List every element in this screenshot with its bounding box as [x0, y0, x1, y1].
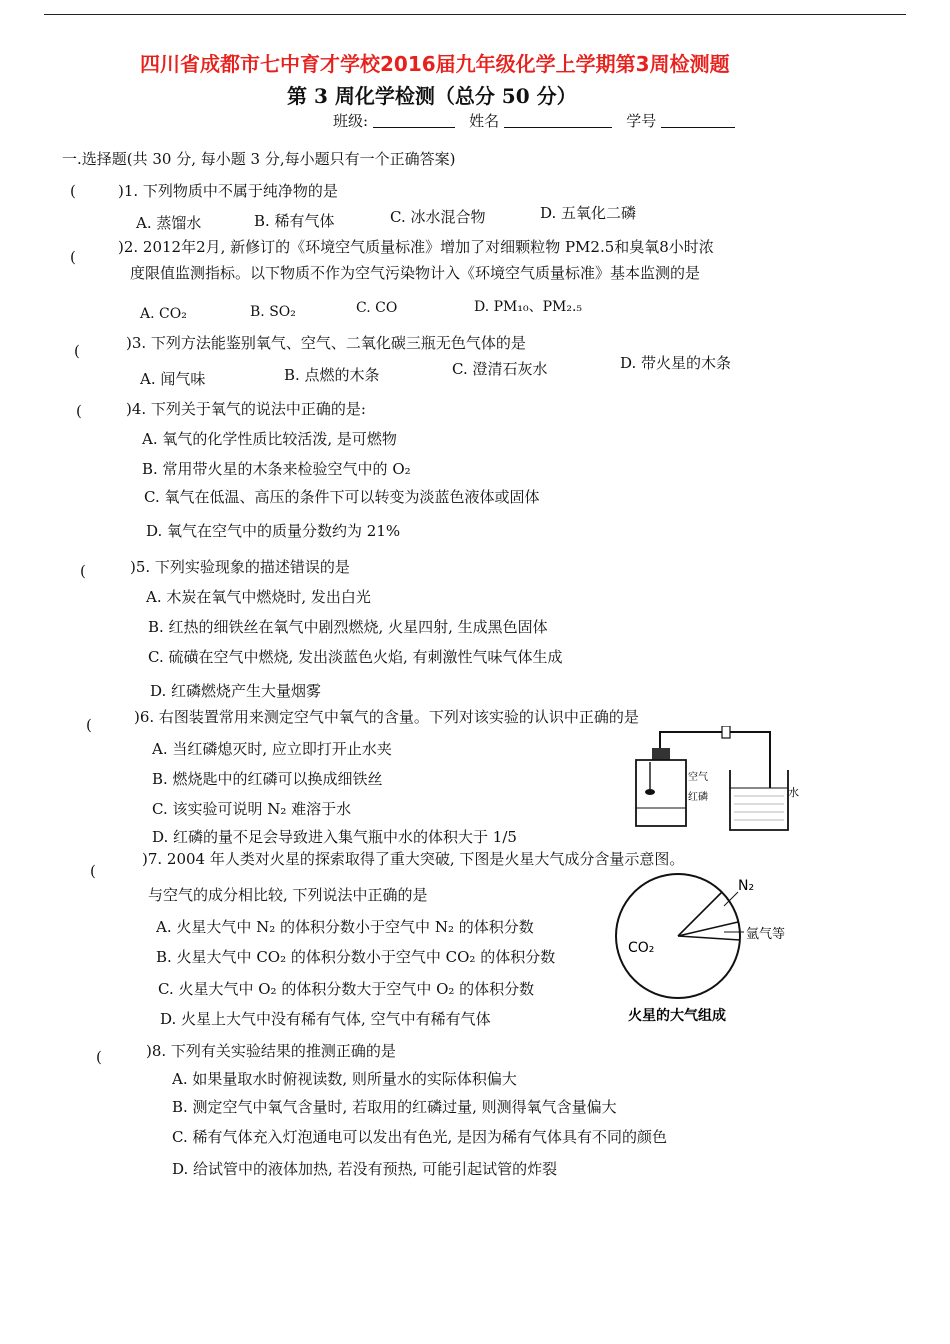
- q4-option-d: D. 氧气在空气中的质量分数约为 21%: [146, 522, 401, 540]
- student-info-line: [333, 110, 735, 131]
- phosphorus-label: 红磷: [688, 792, 708, 803]
- n2-slice-edge: [678, 892, 722, 936]
- q3-option-c: C. 澄清石灰水: [452, 360, 548, 378]
- water-clamp: [722, 726, 730, 738]
- document-source-title: 四川省成都市七中育才学校2016届九年级化学上学期第3周检测题: [140, 52, 730, 76]
- q2-option-d: D. PM₁₀、PM₂.₅: [474, 299, 583, 315]
- q5-option-d: D. 红磷燃烧产生大量烟雾: [150, 682, 322, 700]
- q8-option-b: B. 测定空气中氧气含量时, 若取用的红磷过量, 则测得氧气含量偏大: [172, 1098, 617, 1116]
- class-blank[interactable]: [373, 113, 455, 128]
- name-blank[interactable]: [504, 113, 612, 128]
- q2-option-a: A. CO₂: [140, 306, 187, 322]
- q5-option-c: C. 硫磺在空气中燃烧, 发出淡蓝色火焰, 有刺激性气味气体生成: [148, 648, 563, 666]
- co2-slice-edge: [678, 936, 740, 940]
- air-label: 空气: [688, 772, 708, 783]
- spoon-bowl: [645, 789, 655, 795]
- question-7-stem-cont: 与空气的成分相比较, 下列说法中正确的是: [148, 886, 428, 904]
- question-6-stem: )6. 右图装置常用来测定空气中氧气的含量。下列对该实验的认识中正确的是: [134, 708, 639, 726]
- answer-paren[interactable]: (: [80, 562, 86, 580]
- q8-option-a: A. 如果量取水时俯视读数, 则所量水的实际体积偏大: [172, 1070, 517, 1088]
- question-2-stem-cont: 度限值监测指标。以下物质不作为空气污染物计入《环境空气质量标准》基本监测的是: [130, 264, 701, 282]
- answer-paren[interactable]: (: [70, 182, 76, 200]
- question-7-stem: )7. 2004 年人类对火星的探索取得了重大突破, 下图是火星大气成分含量示意图。: [142, 850, 685, 868]
- q1-option-b: B. 稀有气体: [254, 212, 335, 230]
- q2-option-b: B. SO₂: [250, 304, 296, 320]
- water-label: 水: [788, 786, 799, 799]
- question-4-stem: )4. 下列关于氧气的说法中正确的是:: [126, 400, 366, 418]
- q8-option-c: C. 稀有气体充入灯泡通电可以发出有色光, 是因为稀有气体具有不同的颜色: [172, 1128, 668, 1146]
- q4-option-b: B. 常用带火星的木条来检验空气中的 O₂: [142, 460, 411, 478]
- q5-option-a: A. 木炭在氧气中燃烧时, 发出白光: [146, 588, 371, 606]
- number-label: 学号: [626, 112, 657, 130]
- question-3-stem: )3. 下列方法能鉴别氧气、空气、二氧化碳三瓶无色气体的是: [126, 334, 526, 352]
- question-1-stem: )1. 下列物质中不属于纯净物的是: [118, 182, 338, 200]
- q7-option-b: B. 火星大气中 CO₂ 的体积分数小于空气中 CO₂ 的体积分数: [156, 948, 556, 966]
- top-rule: [44, 14, 906, 15]
- argon-label: 氩气等: [746, 927, 786, 942]
- q6-option-a: A. 当红磷熄灭时, 应立即打开止水夹: [152, 740, 392, 758]
- q6-option-c: C. 该实验可说明 N₂ 难溶于水: [152, 800, 352, 818]
- answer-paren[interactable]: (: [86, 716, 92, 734]
- q3-option-b: B. 点燃的木条: [284, 366, 380, 384]
- answer-paren[interactable]: (: [70, 248, 76, 266]
- q1-option-a: A. 蒸馏水: [136, 214, 202, 232]
- pie-caption: 火星的大气组成: [628, 1008, 726, 1024]
- q3-option-d: D. 带火星的木条: [620, 354, 732, 372]
- q6-option-d: D. 红磷的量不足会导致进入集气瓶中水的体积大于 1/5: [152, 828, 517, 846]
- n2-label: N₂: [738, 878, 755, 894]
- gas-bottle: [636, 760, 686, 826]
- question-2-stem: )2. 2012年2月, 新修订的《环境空气质量标准》增加了对细颗粒物 PM2.5和臭氧8小时浓: [118, 238, 714, 256]
- stopper: [652, 748, 670, 760]
- q4-option-a: A. 氧气的化学性质比较活泼, 是可燃物: [142, 430, 397, 448]
- class-label: 班级:: [333, 112, 369, 130]
- q7-option-d: D. 火星上大气中没有稀有气体, 空气中有稀有气体: [160, 1010, 491, 1028]
- q3-option-a: A. 闻气味: [140, 370, 206, 388]
- mars-atmosphere-pie-chart: [606, 870, 806, 1028]
- q1-option-c: C. 冰水混合物: [390, 208, 486, 226]
- question-5-stem: )5. 下列实验现象的描述错误的是: [130, 558, 350, 576]
- name-label: 姓名: [469, 112, 500, 130]
- answer-paren[interactable]: (: [76, 402, 82, 420]
- oxygen-measurement-apparatus-diagram: [620, 726, 800, 834]
- q6-option-b: B. 燃烧匙中的红磷可以换成细铁丝: [152, 770, 383, 788]
- question-8-stem: )8. 下列有关实验结果的推测正确的是: [146, 1042, 396, 1060]
- q4-option-c: C. 氧气在低温、高压的条件下可以转变为淡蓝色液体或固体: [144, 488, 540, 506]
- answer-paren[interactable]: (: [90, 862, 96, 880]
- number-blank[interactable]: [661, 113, 735, 128]
- answer-paren[interactable]: (: [74, 342, 80, 360]
- q8-option-d: D. 给试管中的液体加热, 若没有预热, 可能引起试管的炸裂: [172, 1160, 558, 1178]
- answer-paren[interactable]: (: [96, 1048, 102, 1066]
- ar-slice-edge: [678, 922, 738, 936]
- q2-option-c: C. CO: [356, 300, 398, 316]
- page-title: 第 3 周化学检测（总分 50 分）: [287, 84, 577, 108]
- section-title: 一.选择题(共 30 分, 每小题 3 分,每小题只有一个正确答案): [62, 150, 456, 168]
- q5-option-b: B. 红热的细铁丝在氧气中剧烈燃烧, 火星四射, 生成黑色固体: [148, 618, 548, 636]
- beaker: [730, 770, 788, 830]
- q7-option-c: C. 火星大气中 O₂ 的体积分数大于空气中 O₂ 的体积分数: [158, 980, 535, 998]
- q7-option-a: A. 火星大气中 N₂ 的体积分数小于空气中 N₂ 的体积分数: [156, 918, 534, 936]
- co2-label: CO₂: [628, 940, 655, 956]
- q1-option-d: D. 五氧化二磷: [540, 204, 637, 222]
